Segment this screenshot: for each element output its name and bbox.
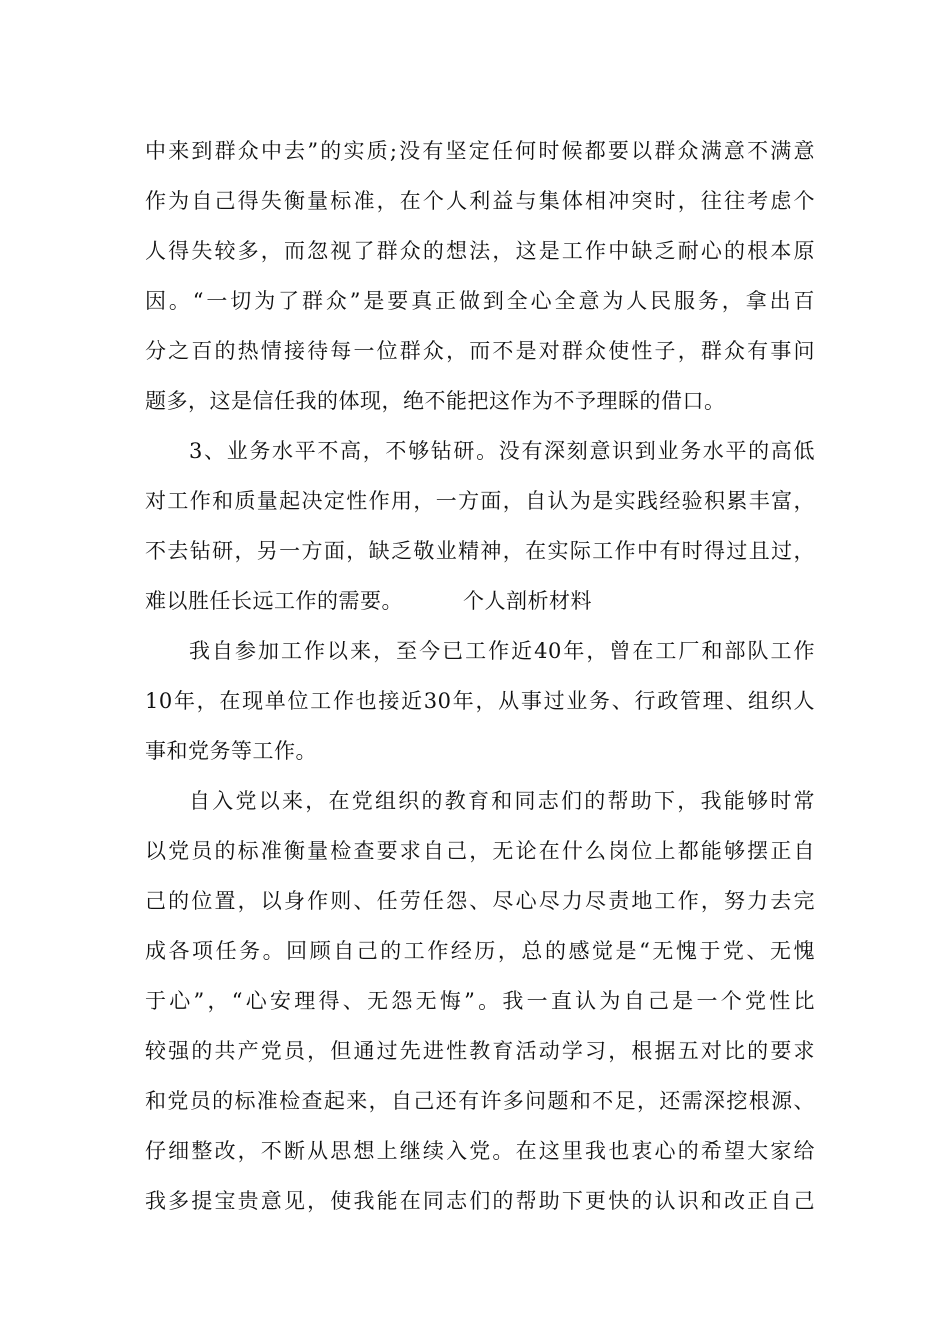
text-line: 难以胜任长远工作的需要。 [145, 589, 403, 613]
text-line-with-heading [145, 576, 815, 626]
text-line: 己的位置，以身作则、任劳任怨、尽心尽力尽责地工作，努力去完 [145, 889, 815, 913]
text-line: 对工作和质量起决定性作用，一方面，自认为是实践经验积累丰富， [145, 489, 815, 513]
text-line: 我自参加工作以来，至今已工作近40年，曾在工厂和部队工作 [189, 639, 815, 663]
text-line: 分之百的热情接待每一位群众，而不是对群众使性子，群众有事问 [145, 339, 815, 363]
text-line: 作为自己得失衡量标准，在个人利益与集体相冲突时，往往考虑个 [145, 189, 815, 213]
text-line: 仔细整改，不断从思想上继续入党。在这里我也衷心的希望大家给 [145, 1139, 815, 1163]
text-line: 中来到群众中去”的实质;没有坚定任何时候都要以群众满意不满意 [145, 139, 815, 163]
text-line: 人得失较多，而忽视了群众的想法，这是工作中缺乏耐心的根本原 [145, 239, 815, 263]
text-line: 较强的共产党员，但通过先进性教育活动学习，根据五对比的要求 [145, 1039, 815, 1063]
text-line: 10年，在现单位工作也接近30年，从事过业务、行政管理、组织人 [145, 689, 815, 713]
text-line: 题多，这是信任我的体现，绝不能把这作为不予理睬的借口。 [145, 389, 726, 413]
text-line: 我多提宝贵意见，使我能在同志们的帮助下更快的认识和改正自己 [145, 1189, 815, 1213]
section-heading: 个人剖析材料 [463, 589, 592, 613]
text-line: 事和党务等工作。 [145, 739, 317, 763]
text-line: 和党员的标准检查起来，自己还有许多问题和不足，还需深挖根源、 [145, 1089, 815, 1113]
text-line: 自入党以来，在党组织的教育和同志们的帮助下，我能够时常 [189, 789, 815, 813]
text-line: 3、业务水平不高，不够钻研。没有深刻意识到业务水平的高低 [189, 439, 815, 463]
text-line: 于心”，“心安理得、无怨无悔”。我一直认为自己是一个党性比 [145, 989, 815, 1013]
text-line: 不去钻研，另一方面，缺乏敬业精神，在实际工作中有时得过且过， [145, 539, 815, 563]
document-body [145, 126, 815, 1226]
text-line: 以党员的标准衡量检查要求自己，无论在什么岗位上都能够摆正自 [145, 839, 815, 863]
text-line: 成各项任务。回顾自己的工作经历，总的感觉是“无愧于党、无愧 [145, 939, 815, 963]
text-line: 因。“一切为了群众”是要真正做到全心全意为人民服务，拿出百 [145, 289, 815, 313]
